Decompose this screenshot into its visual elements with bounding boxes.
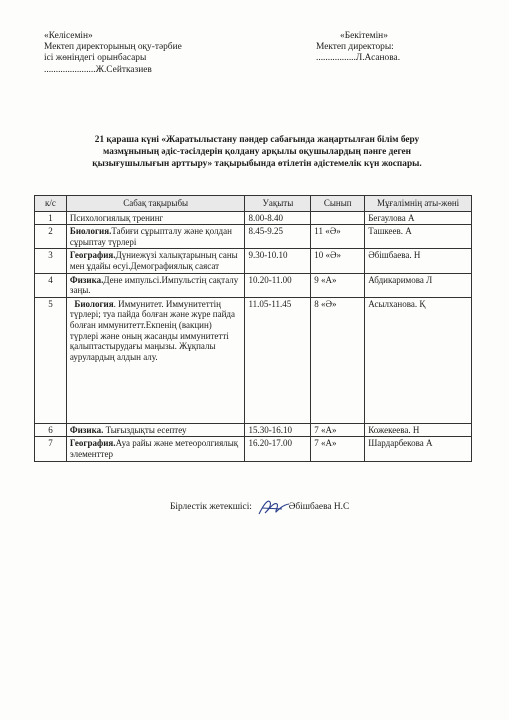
approval-right-block [316,31,496,65]
row-number: 6 [35,423,67,437]
subject-discipline: Биология [74,298,114,309]
table-row [35,211,472,225]
approve-label: «Бекітемін» [340,31,388,41]
deputy-signature-line: ......................Ж.Сейтказиев [44,64,152,75]
row-class: 9 «А» [311,273,365,297]
row-class: 7 «А» [311,423,365,437]
row-number: 7 [35,437,67,461]
row-subject [66,249,245,273]
subject-discipline: Физика. [69,274,104,285]
row-class: 7 «А» [311,437,365,461]
head-name: Әбішбаева Н.С [288,502,350,513]
row-class [311,211,365,225]
row-time: 15.30-16.10 [245,423,311,437]
handwritten-signature-icon [256,496,292,518]
subject-discipline: География. [69,438,116,449]
row-subject [66,423,245,437]
subject-topic: Ауа райы және метеоролгиялық элементтер [69,438,239,459]
row-number: 1 [35,211,67,225]
row-time: 8.45-9.25 [245,225,311,249]
row-teacher: Бегаулова А [365,211,472,225]
row-subject [66,297,245,423]
row-class: 11 «Ә» [311,225,365,249]
approval-left-block [44,31,244,76]
row-time: 11.05-11.45 [245,297,311,423]
table-row [35,225,472,249]
row-subject [66,211,245,225]
footer-signature-line [170,496,349,518]
table-row [35,437,472,461]
row-class: 8 «Ә» [311,297,365,423]
header-teacher: Мұғалімнің аты-жөні [365,196,472,212]
row-teacher: Әбішбаева. Н [365,249,472,273]
row-number: 4 [35,273,67,297]
header-number: к/с [35,196,67,212]
agree-label: «Келісемін» [44,31,93,41]
row-subject [66,225,245,249]
title-line-2: мазмұнының әдіс-тәсілдерін қолдану арқылы оқушылардың пәнге деген [102,147,412,158]
row-time: 8.00-8.40 [245,211,311,225]
header-subject: Сабақ тақырыбы [66,196,245,212]
row-teacher: Абдикаримова Л [365,273,472,297]
row-time: 16.20-17.00 [245,437,311,461]
subject-topic: Дене импульсі.Импульстің сақталу заңы. [69,274,239,296]
subject-discipline: Биология. [69,226,112,237]
row-number: 5 [35,297,67,423]
title-line-3: қызығушылығын арттыру» тақырыбында өтілетін әдістемелік күн жоспары. [92,159,422,170]
subject-topic: Тығыздықты есептеу [103,424,187,435]
subject-discipline: География. [69,250,116,261]
header-class: Сынып [311,196,365,212]
row-number: 3 [35,249,67,273]
deputy-position-line2: ісі жөніндегі орынбасары [44,53,147,64]
head-label: Бірлестік жетекшісі: [170,502,252,513]
table-row [35,423,472,437]
subject-topic: Психологиялық тренинг [69,212,164,223]
row-teacher: Асылханова. Қ [365,297,472,423]
row-time: 10.20-11.00 [245,273,311,297]
header-time: Уақыты [245,196,311,212]
table-row [35,249,472,273]
director-signature-line: .................Л.Асанова. [316,53,401,64]
row-teacher: Шардарбекова А [365,437,472,461]
row-time: 9.30-10.10 [245,249,311,273]
table-header-row [35,196,472,212]
row-subject [66,437,245,461]
row-subject [66,273,245,297]
row-number: 2 [35,225,67,249]
deputy-position-line1: Мектеп директорының оқу-тәрбие [44,42,182,53]
row-teacher: Ташкеев. А [365,225,472,249]
table-row [35,297,472,423]
schedule-table [34,195,472,462]
row-class: 10 «Ә» [311,249,365,273]
table-row [35,273,472,297]
title-line-1: 21 қараша күні «Жаратылыстану пәндер сабағында жаңартылған білім беру [94,135,420,145]
row-teacher: Кожекеева. Н [365,423,472,437]
subject-discipline: Физика. [69,424,104,435]
subject-topic: Дүниежүзі халықтарының саны мен ұдайы өсуі.Демографиялық саясат [69,250,238,271]
subject-topic: . Иммунитет. Иммунитеттің түрлері; туа пайда болған және жүре пайда болған иммунитетт.Екпенің (вакцин) түрлері және оның жасанды иммунитетті қалыптастырудағы маңызы. Жұқпалы аурулардың алдын алу. [69,298,235,362]
document-title [58,134,456,171]
director-position: Мектеп директоры: [316,42,394,53]
subject-topic: Табиғи сұрыпталу және қолдан сұрыптау түрлері [69,226,232,247]
